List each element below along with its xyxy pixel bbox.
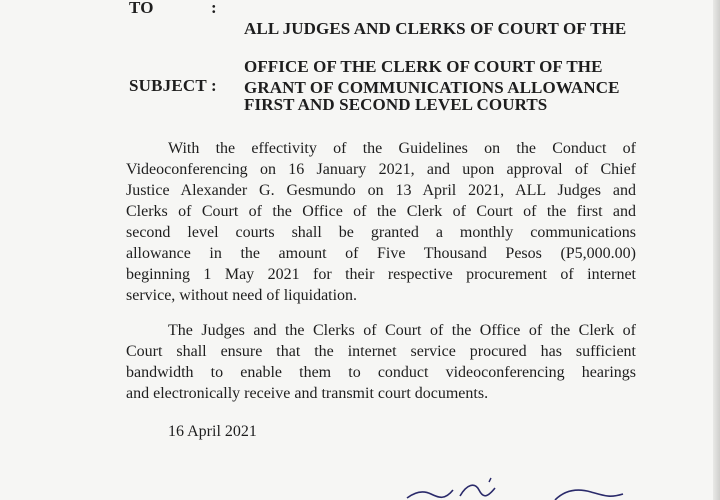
to-label: TO: [129, 0, 154, 17]
subject-label: SUBJECT: [129, 76, 207, 95]
subject-text: GRANT OF COMMUNICATIONS ALLOWANCE: [244, 78, 620, 97]
paragraph-line: Videoconferencing on 16 January 2021, and upon approval of Chief: [126, 161, 636, 178]
body-paragraph-1: [126, 138, 636, 306]
to-line: ALL JUDGES AND CLERKS OF COURT OF THE: [244, 19, 627, 38]
memo-date: 16 April 2021: [168, 423, 257, 440]
paragraph-line: Justice Alexander G. Gesmundo on 13 April 2021, ALL Judges and: [126, 182, 636, 199]
paragraph-line: beginning 1 May 2021 for their respective procurement of internet: [126, 266, 636, 283]
paragraph-line: allowance in the amount of Five Thousand Pesos (P5,000.00): [126, 245, 636, 262]
to-line: FIRST AND SECOND LEVEL COURTS: [244, 95, 548, 114]
paragraph-line: second level courts shall be granted a monthly communications: [126, 224, 636, 241]
to-colon: :: [211, 0, 217, 17]
paragraph-line: bandwidth to enable them to conduct videoconferencing hearings: [126, 364, 636, 381]
to-line: OFFICE OF THE CLERK OF COURT OF THE: [244, 57, 603, 76]
signature-mark: [405, 476, 625, 500]
page-edge-shadow: [713, 0, 720, 500]
body-paragraph-2: [126, 320, 636, 404]
to-recipients: [244, 0, 626, 133]
paragraph-line: and electronically receive and transmit court documents.: [126, 385, 489, 402]
paragraph-line: Clerks of Court of the Office of the Clerk of Court of the first and: [126, 203, 636, 220]
paragraph-line: With the effectivity of the Guidelines on the Conduct of: [168, 140, 636, 157]
paragraph-line: service, without need of liquidation.: [126, 287, 358, 304]
paragraph-line: Court shall ensure that the internet service procured has sufficient: [126, 343, 636, 360]
subject-colon: :: [211, 76, 217, 95]
paragraph-line: The Judges and the Clerks of Court of the Office of the Clerk of: [168, 322, 636, 339]
